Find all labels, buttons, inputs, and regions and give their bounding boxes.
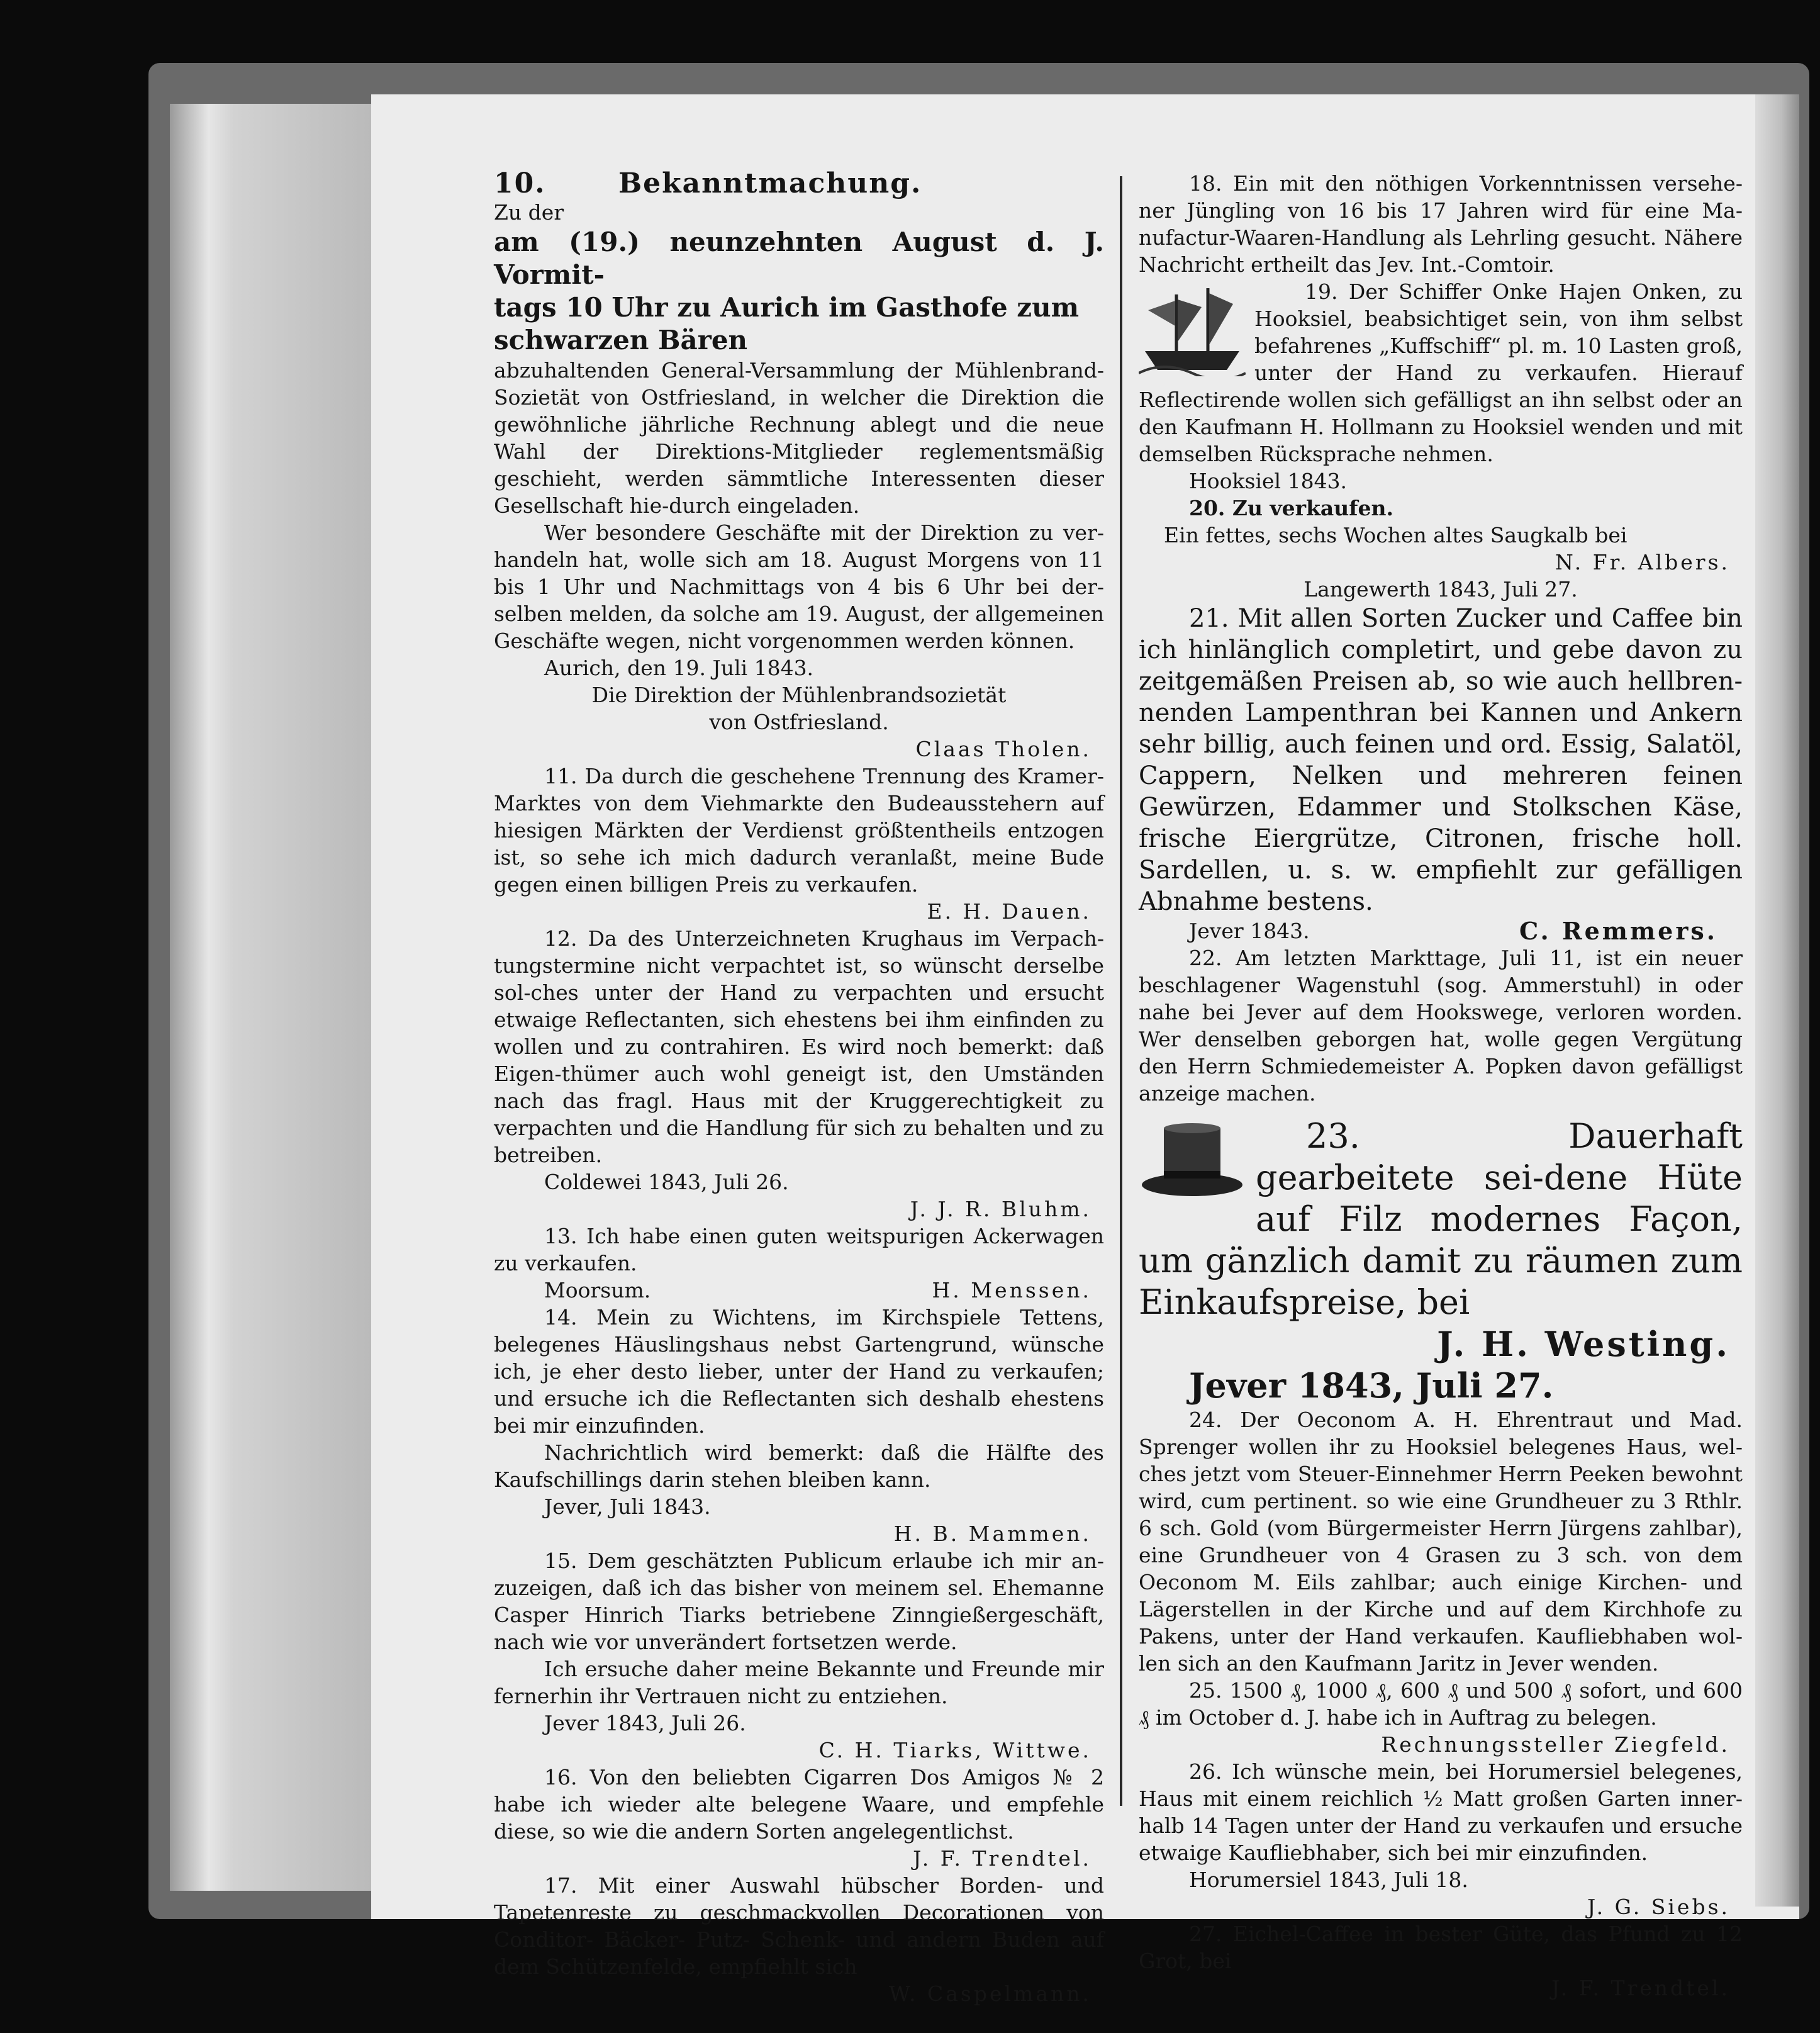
notice-23-block xyxy=(1139,1116,1743,1323)
notice-signature: W. Caspelmann. xyxy=(888,1981,1091,2006)
notice-signature: von Ostfriesland. xyxy=(709,710,889,734)
notice-16: 16. Von den beliebten Cigarren Dos Amigos № 2 habe ich wieder alte belegene Waare, und empfehle diese, so wie die andern Sorten angelegentlichst. xyxy=(494,1765,1104,1844)
notice-signature: E. H. Dauen. xyxy=(927,899,1091,924)
top-hat-icon xyxy=(1139,1122,1246,1204)
notice-signature: Claas Tholen. xyxy=(915,737,1091,761)
notice-signature: J. J. R. Bluhm. xyxy=(910,1197,1091,1221)
notice-signature: H. Menssen. xyxy=(932,1278,1091,1302)
notice-date: Langewerth 1843, Juli 27. xyxy=(1304,577,1578,602)
notice-number: 10. xyxy=(494,167,546,199)
notice-signature: J. F. Trendtel. xyxy=(1551,1976,1730,2000)
right-column xyxy=(1139,170,1743,2002)
notice-24: 24. Der Oeconom A. H. Ehrentraut und Mad. Sprenger wollen ihr zu Hooksiel belegenes Haus, wel-ches jetzt vom Steuer-Einnehmer Herrn Peeken bewohnt wird, cum pertinent. so wie eine Grundheuer zu 3 Rthlr. 6 sch. Gold (vom Bürgermeister Herrn Jürgens zahlbar), eine Grundheuer von 4 Grasen zu 3 sch. von dem Oeconom M. Eils zahlbar; auch einige Kirchen- und Lägerstellen in der Kirche und auf dem Kirchhofe zu Pakens, unter der Hand verkaufen. Kaufliebhaben wol-len sich an den Kaufmann Jaritz in Jever wenden. xyxy=(1139,1408,1743,1676)
notice-20: Ein fettes, sechs Wochen altes Saugkalb bei xyxy=(1164,523,1627,547)
notice-14: 14. Mein zu Wichtens, im Kirchspiele Tettens, belegenes Häuslingshaus nebst Gartengrund, wünsche ich, je eher desto lieber, unter der Hand zu verkaufen; und ersuche ich die Reflectanten sich deshalb ehestens bei mir einzufinden. xyxy=(494,1305,1104,1438)
notice-26: 26. Ich wünsche mein, bei Horumersiel belegenes, Haus mit einem reichlich ½ Matt großen Garten inner-halb 14 Tagen unter der Hand zu verkaufen und ersuche etwaige Kaufliebhaber, sich bei mir einzufinden. xyxy=(1139,1759,1743,1865)
page-stack xyxy=(170,104,384,1891)
notice-19: 19. Der Schiffer Onke Hajen Onken, zu Hooksiel, beabsichtiget sein, von ihm selbst befahrenes „Kuffschiff“ pl. m. 10 Lasten groß, unter der Hand zu verkaufen. Hierauf Reflectirende wollen sich gefälligst an ihn selbst oder an den Kaufmann H. Hollmann zu Hooksiel wenden und mit demselben Rücksprache nehmen. xyxy=(1139,279,1743,466)
notice-date: Jever 1843, Juli 26. xyxy=(544,1711,746,1735)
column-rule xyxy=(1120,176,1122,1806)
page-edge xyxy=(1755,94,1799,1907)
spacer xyxy=(1139,1107,1743,1116)
notice-text: abzuhaltenden General-Versammlung der Mühlenbrand-Sozietät von Ostfriesland, in welcher die Direktion die gewöhnliche jährliche Rechnung ablegt und die neue Wahl der Direktions-Mitglieder reglementsmäßig geschieht, werden sämmtliche Interessenten dieser Gesellschaft hie-durch eingeladen. xyxy=(494,358,1104,518)
notice-date: Jever 1843. xyxy=(1189,919,1310,943)
ship-icon xyxy=(1139,282,1246,376)
notice-title: Bekanntmachung. xyxy=(618,167,922,199)
notice-text: Zu der xyxy=(494,200,564,225)
notice-signature: H. B. Mammen. xyxy=(893,1521,1091,1546)
notice-date: Jever, Juli 1843. xyxy=(544,1494,711,1519)
notice-text: Nachrichtlich wird bemerkt: daß die Hälfte des Kaufschillings darin stehen bleiben kann. xyxy=(494,1440,1104,1492)
notice-21: 21. Mit allen Sorten Zucker und Caffee bin ich hinlänglich completirt, und gebe davon zu zeitgemäßen Preisen ab, so wie auch hellbren-nenden Lampenthran bei Kannen und Ankern sehr billig, auch feinen und ord. Essig, Salatöl, Cappern, Nelken und mehreren feinen Gewürzen, Edammer und Stolkschen Käse, frische Eiergrütze, Citronen, frische holl. Sardellen, u. s. w. empfiehlt zur gefälligen Abnahme bestens. xyxy=(1139,604,1743,916)
notice-date: Hooksiel 1843. xyxy=(1189,469,1348,493)
notice-10-heading xyxy=(494,167,1104,199)
notice-signature: N. Fr. Albers. xyxy=(1555,550,1730,574)
notice-signature: Rechnungssteller Ziegfeld. xyxy=(1381,1732,1730,1757)
notice-13: 13. Ich habe einen guten weitspurigen Ackerwagen zu verkaufen. xyxy=(494,1224,1104,1275)
notice-signature: J. F. Trendtel. xyxy=(913,1846,1091,1871)
notice-headline: schwarzen Bären xyxy=(494,325,748,356)
notice-place: Moorsum. xyxy=(544,1278,651,1302)
notice-23: 23. Dauerhaft gearbeitete sei-dene Hüte auf Filz modernes Façon, um gänzlich damit zu räumen zum Einkaufspreise, bei xyxy=(1139,1116,1743,1322)
notice-13-footer xyxy=(494,1277,1104,1304)
notice-19-block xyxy=(1139,278,1743,468)
notice-signature: C. H. Tiarks, Wittwe. xyxy=(818,1738,1091,1762)
notice-signature: C. Remmers. xyxy=(1519,917,1717,945)
left-column xyxy=(494,167,1104,2007)
notice-18: 18. Ein mit den nöthigen Vorkenntnissen versehe-ner Jüngling von 16 bis 17 Jahren wird für eine Ma-nufactur-Waaren-Handlung als Lehrling gesucht. Nähere Nachricht ertheilt das Jev. Int.-Comtoir. xyxy=(1139,171,1743,277)
notice-25: 25. 1500 ₰, 1000 ₰, 600 ₰ und 500 ₰ sofort, und 600 ₰ im October d. J. habe ich in Auftrag zu belegen. xyxy=(1139,1678,1743,1730)
notice-date: Horumersiel 1843, Juli 18. xyxy=(1189,1868,1468,1892)
notice-signature: J. G. Siebs. xyxy=(1587,1895,1730,1919)
notice-signature: J. H. Westing. xyxy=(1437,1324,1730,1364)
notice-12: 12. Da des Unterzeichneten Krughaus im Verpach-tungstermine nicht verpachtet ist, so wünscht derselbe sol-ches unter der Hand zu verpachten und ersucht etwaige Reflectanten, sich ehestens bei ihm einfinden zu wollen und zu contrahiren. Es wird noch bemerkt: daß Eigen-thümer auch wohl geneigt ist, den Umständen nach das fragl. Haus mit der Kruggerechtigkeit zu verpachten und die Handlung für sich zu behalten und zu betreiben. xyxy=(494,926,1104,1167)
notice-date: Coldewei 1843, Juli 26. xyxy=(544,1170,789,1194)
notice-headline: tags 10 Uhr zu Aurich im Gasthofe zum xyxy=(494,292,1080,323)
notice-21-footer xyxy=(1139,917,1743,944)
notice-date: Jever 1843, Juli 27. xyxy=(1189,1365,1554,1406)
notice-17: 17. Mit einer Auswahl hübscher Borden- und Tapetenreste zu geschmackvollen Decorationen von Conditor- Bäcker- Putz- Schenk- und andern Buden auf dem Schützenfelde, empfiehlt sich xyxy=(494,1873,1104,1979)
notice-date: Aurich, den 19. Juli 1843. xyxy=(544,656,814,680)
notice-22: 22. Am letzten Markttage, Juli 11, ist ein neuer beschlagener Wagenstuhl (sog. Ammerstuhl) in oder nahe bei Jever auf dem Hookswege, verloren worden. Wer denselben geborgen hat, wolle gegen Vergütung den Herrn Schmiedemeister A. Popken davon gefälligst anzeige machen. xyxy=(1139,946,1743,1106)
notice-signature: Die Direktion der Mühlenbrandsozietät xyxy=(591,683,1007,707)
notice-headline: am (19.) neunzehnten August d. J. Vormit- xyxy=(494,227,1104,290)
notice-27: 27. Eichel-Caffee in bester Güte, das Pfund zu 12 Grot, bei xyxy=(1139,1922,1743,1973)
notice-11: 11. Da durch die geschehene Trennung des Kramer-Marktes von dem Viehmarkte den Budeausstehern auf hiesigen Märkten der Verdienst größtentheils entzogen ist, so sehe ich mich dadurch veranlaßt, meine Bude gegen einen billigen Preis zu verkaufen. xyxy=(494,764,1104,897)
notice-20-heading: 20. Zu verkaufen. xyxy=(1189,496,1393,520)
notice-text: Ich ersuche daher meine Bekannte und Freunde mir fernerhin ihr Vertrauen nicht zu entziehen. xyxy=(494,1657,1104,1708)
notice-text: Wer besondere Geschäfte mit der Direktion zu ver-handeln hat, wolle sich am 18. August Morgens von 11 bis 1 Uhr und Nachmittags von 4 bis 6 Uhr bei der-selben melden, da solche am 19. August, der allgemeinen Geschäfte wegen, nicht vorgenommen werden können. xyxy=(494,520,1104,653)
notice-15: 15. Dem geschätzten Publicum erlaube ich mir an-zuzeigen, daß ich das bisher von meinem sel. Ehemanne Casper Hinrich Tiarks betriebene Zinngießergeschäft, nach wie vor unverändert fortsetzen werde. xyxy=(494,1549,1104,1654)
